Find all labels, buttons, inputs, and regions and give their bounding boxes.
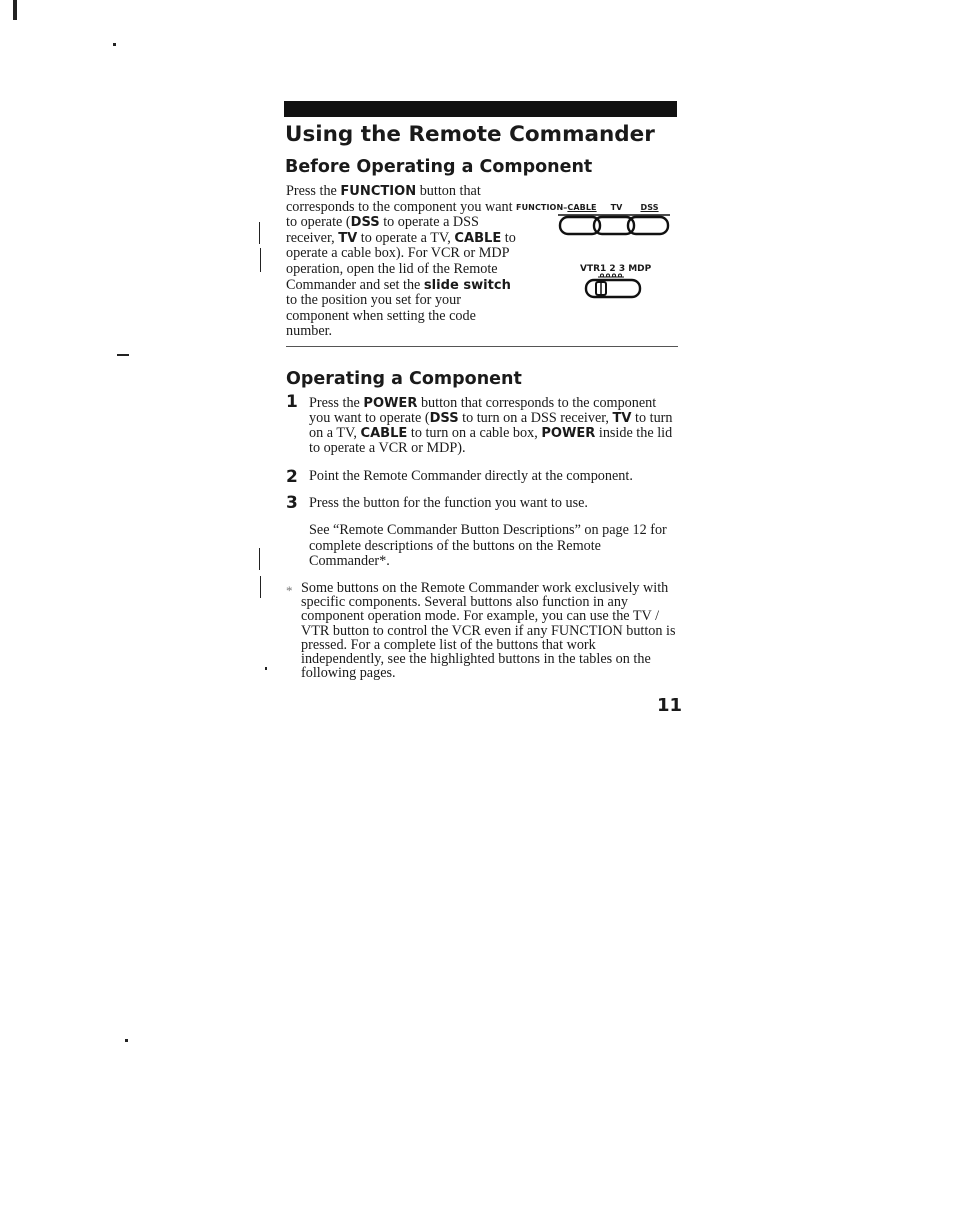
page-title: Using the Remote Commander xyxy=(285,122,655,147)
bold-term: POWER xyxy=(541,426,596,441)
scan-dot xyxy=(265,667,267,670)
function-switch-icon xyxy=(558,214,670,238)
page-number: 11 xyxy=(657,695,683,716)
scan-dot xyxy=(125,1039,128,1042)
scan-dot xyxy=(113,43,116,46)
slide-switch-icon xyxy=(584,273,644,299)
bold-term: DSS xyxy=(350,215,380,231)
header-bar xyxy=(284,101,677,117)
change-bar xyxy=(260,248,261,272)
change-bar xyxy=(260,576,261,598)
bold-term: slide switch xyxy=(423,277,511,293)
step-text: Press the POWER button that corresponds to the component you want to operate (DSS to turn on a DSS receiver, TV to turn on a TV, CABLE to turn on a cable box, POWER inside the lid to operate a VCR or MDP). xyxy=(309,395,673,456)
function-switch-label xyxy=(516,203,659,212)
step-number: 2 xyxy=(286,467,298,487)
section-divider xyxy=(286,346,678,347)
step-number: 1 xyxy=(286,392,298,412)
step-text: Point the Remote Commander directly at the component. xyxy=(309,468,633,484)
function-option-cable: CABLE xyxy=(567,203,597,212)
cross-reference-note: See “Remote Commander Button Descriptions” on page 12 for complete descriptions of the buttons on the Remote Commander*. xyxy=(309,522,667,569)
footnote-marker: * xyxy=(286,583,293,598)
bold-term: DSS xyxy=(429,411,459,426)
bold-term: TV xyxy=(612,411,632,426)
function-prefix: FUNCTION xyxy=(516,203,564,212)
bold-term: POWER xyxy=(363,396,418,411)
change-bar xyxy=(259,548,260,570)
bold-term: FUNCTION xyxy=(340,184,417,199)
bold-term: CABLE xyxy=(360,426,408,441)
footnote: Some buttons on the Remote Commander work exclusively with specific components. Several buttons also function in any component operation mode. For example, you can use the TV / VTR button to control the VCR even if any FUNCTION button is pressed. For a complete list of the buttons that work independently, see the highlighted buttons in the tables on the following pages. xyxy=(301,580,676,682)
function-option-dss: DSS xyxy=(640,203,659,212)
function-dash: – xyxy=(563,203,568,212)
vtr-switch-label: VTR1 2 3 MDP xyxy=(580,264,652,274)
scan-edge-mark xyxy=(13,0,17,20)
section-paragraph: Press the FUNCTION button that corresponds to the component you want to operate (DSS to operate a DSS receiver, TV to operate a TV, CABLE to operate a cable box). For VCR or MDP operation, open the lid of the Remote Commander and set the slide switch to the position you set for your component when setting the code number. xyxy=(286,183,516,340)
change-bar xyxy=(259,222,260,244)
section-body-before-operating xyxy=(286,184,522,340)
section-heading-before-operating: Before Operating a Component xyxy=(285,157,593,177)
step-number: 3 xyxy=(286,493,298,513)
bold-term: TV xyxy=(338,230,358,246)
bold-term: CABLE xyxy=(454,230,502,246)
function-option-tv: TV xyxy=(610,203,623,212)
section-heading-operating: Operating a Component xyxy=(286,369,522,389)
scan-dash xyxy=(117,354,129,356)
step-text: Press the button for the function you want to use. xyxy=(309,495,588,511)
